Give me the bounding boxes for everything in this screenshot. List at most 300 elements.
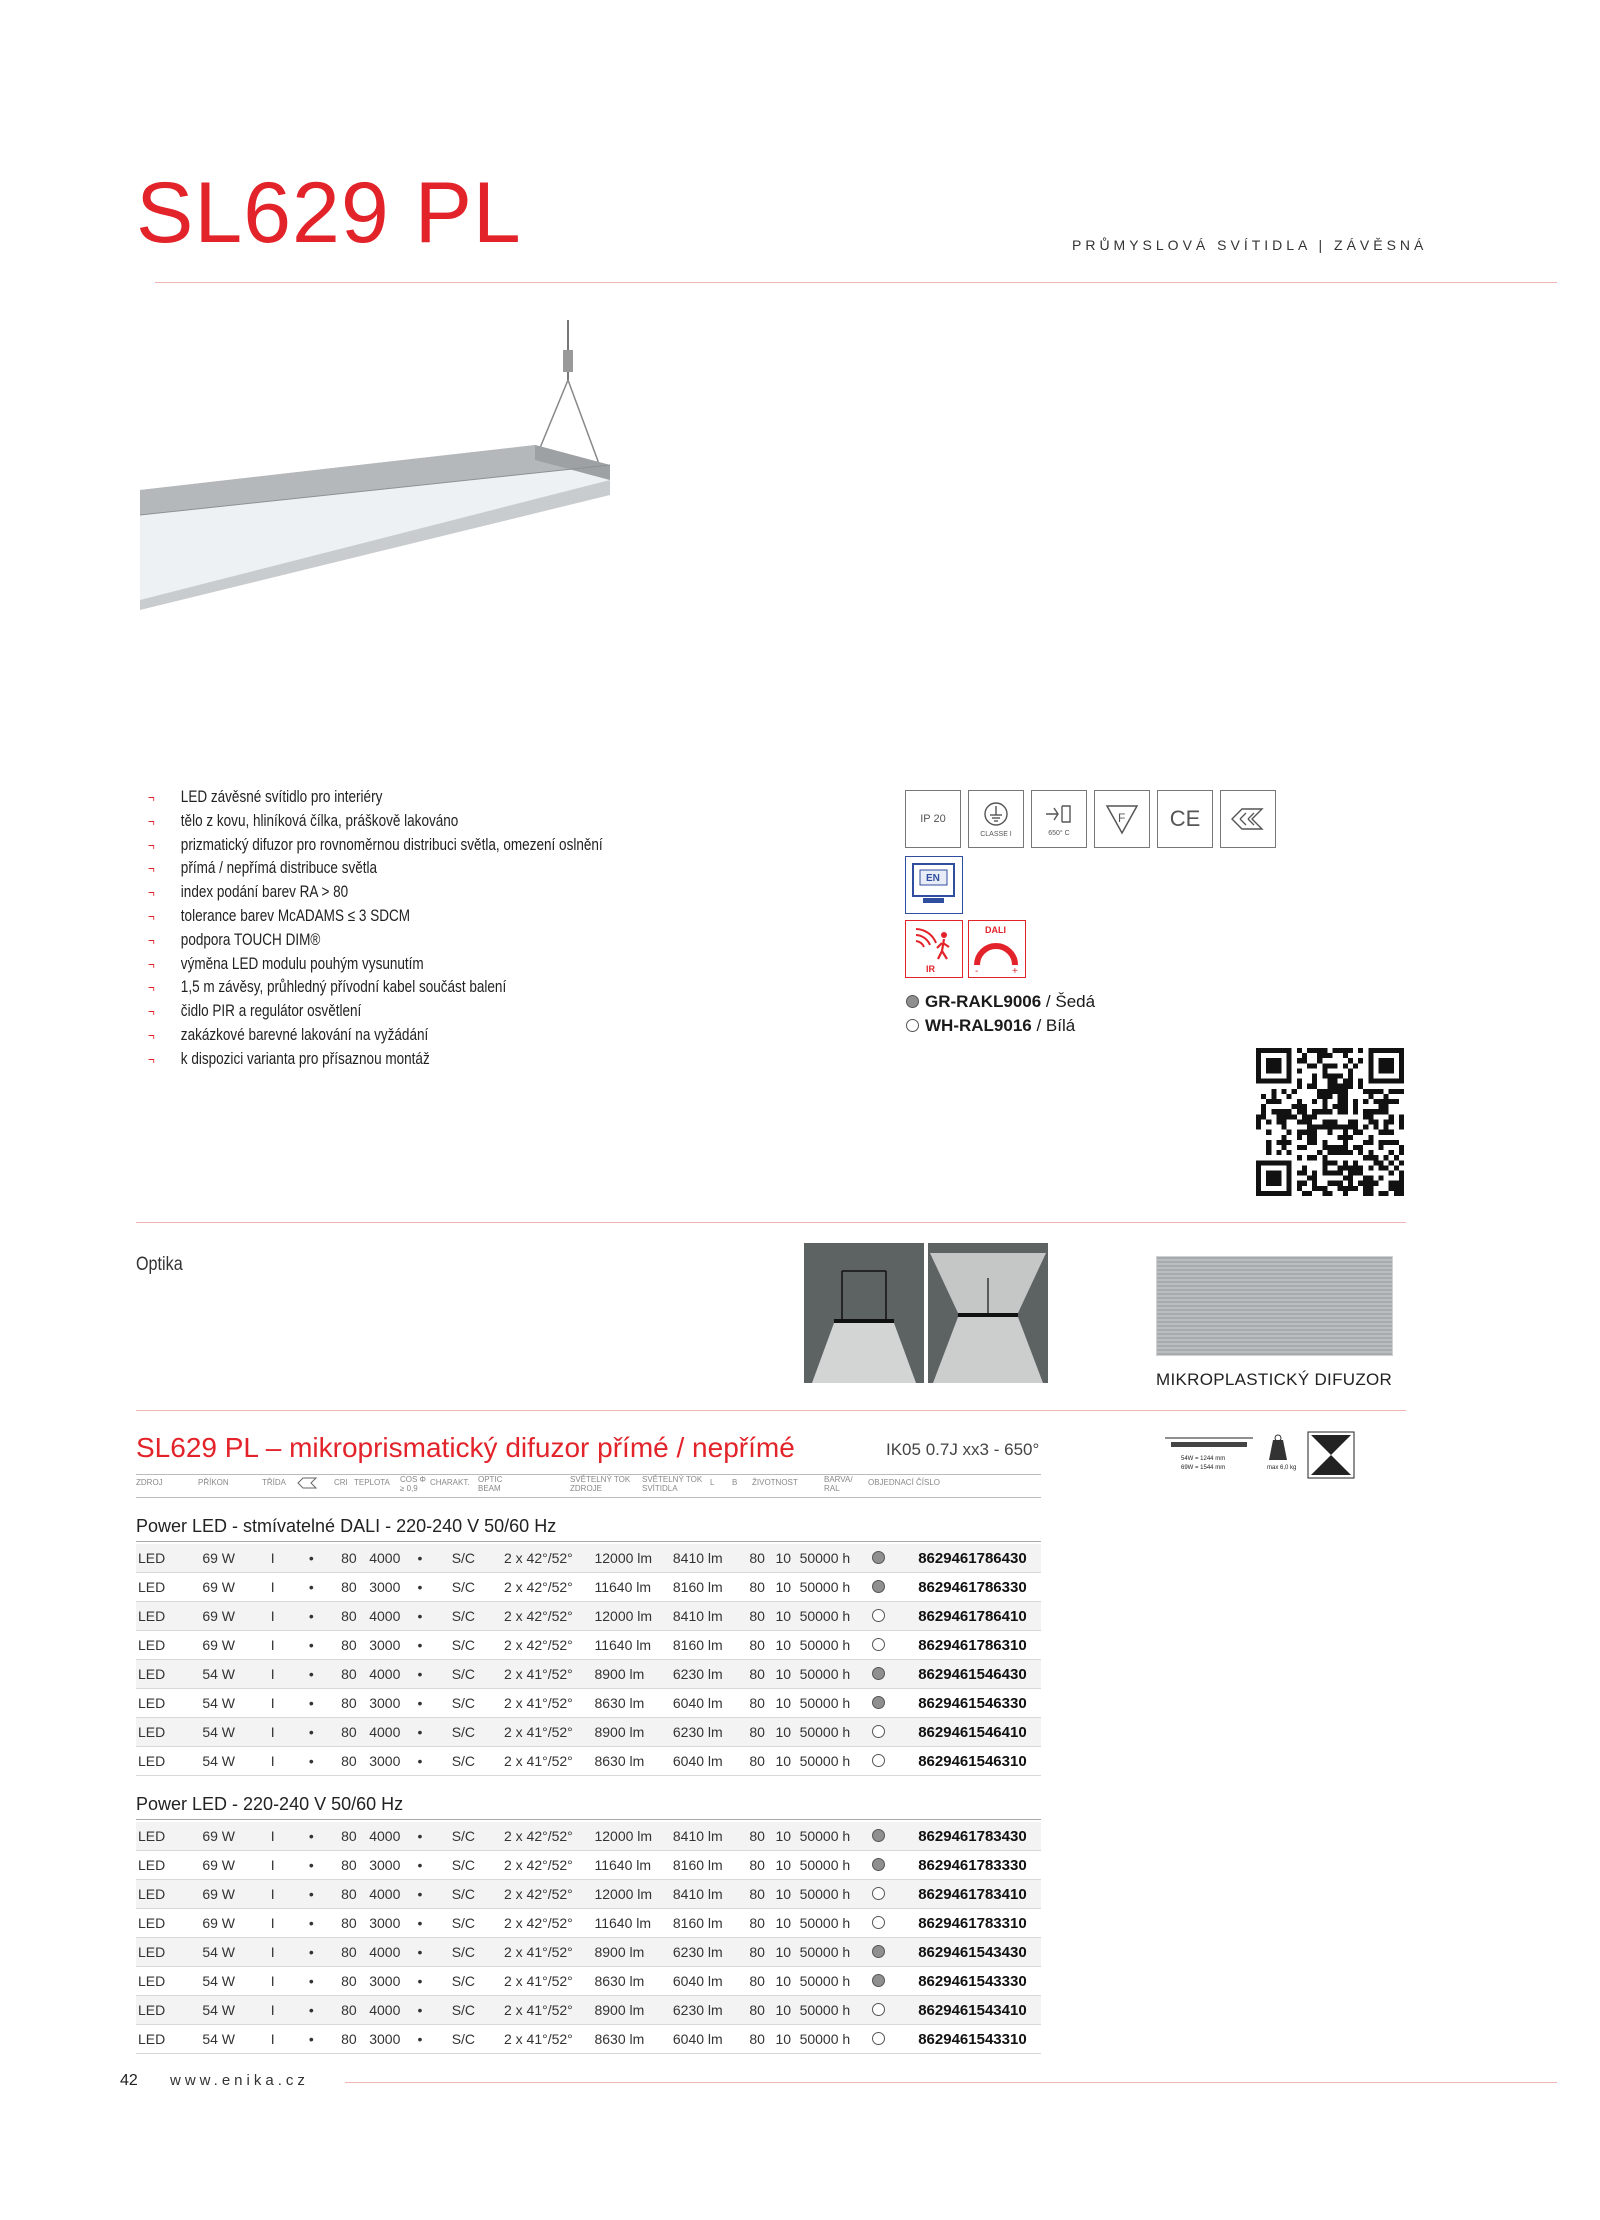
cell-trida: I [269,1938,307,1967]
earth-ground-icon [983,801,1009,827]
cell-tok-svitidla: 8160 lm [671,1573,747,1602]
dimensions-weight-icon [1163,1430,1358,1482]
white-dot-icon [872,1754,885,1767]
col-b: B [732,1478,738,1487]
cell-cri: 80 [339,1822,367,1851]
cell-charakt: S/C [450,1660,502,1689]
dali-dimming-icon [968,920,1026,978]
cell-charakt: S/C [450,1909,502,1938]
cell-tok-svitidla: 6040 lm [671,1967,747,1996]
color-dot-icon [870,1660,916,1689]
cell-trida: I [269,1573,307,1602]
cell-teplota: 4000 [367,1544,415,1573]
cell-cri: 80 [339,1573,367,1602]
cell-tok-svitidla: 8410 lm [671,1880,747,1909]
cell-teplota: 3000 [367,1909,415,1938]
table-row [136,1660,1041,1689]
color-dot-icon [870,1718,916,1747]
table-row [136,1909,1041,1938]
f-letter: F [1118,811,1126,825]
bullet-marker: ¬ [148,955,155,972]
cell-prikon: 69 W [200,1909,268,1938]
cell-tok-svitidla: 8410 lm [671,1544,747,1573]
grey-dot-icon [872,1945,885,1958]
cell-teplota: 3000 [367,1573,415,1602]
color-option-white [906,1014,1095,1038]
cell-zivotnost: 50000 h [798,1967,870,1996]
cell-zdroj: LED [136,1573,200,1602]
cell-dot2: • [416,1573,450,1602]
grey-dot-icon [872,1580,885,1593]
cell-obj: 8629461786310 [916,1631,1041,1660]
cell-charakt: S/C [450,1851,502,1880]
col-charakt: CHARAKT. [430,1478,470,1487]
color-dot-icon [870,1747,916,1776]
cell-zivotnost: 50000 h [798,1880,870,1909]
white-swatch-icon [906,1019,919,1032]
cell-zivotnost: 50000 h [798,1996,870,2025]
group-rule [136,1541,1041,1542]
table-row [136,1689,1041,1718]
cell-dot1: • [307,1660,339,1689]
cell-cri: 80 [339,1996,367,2025]
cell-zdroj: LED [136,1967,200,1996]
col-tok-svitidla: SVĚTELNÝ TOK SVÍTIDLA [642,1475,703,1493]
grey-dot-icon [872,1974,885,1987]
cell-optic: 2 x 42°/52° [502,1822,593,1851]
cell-dot1: • [307,1909,339,1938]
cell-tok-svitidla: 6230 lm [671,1660,747,1689]
cell-l: 80 [747,1660,773,1689]
bullet-marker: ¬ [148,1050,155,1067]
cell-obj: 8629461543330 [916,1967,1041,1996]
cell-cri: 80 [339,1909,367,1938]
color-name: / Bílá [1031,1016,1076,1035]
table-row [136,1851,1041,1880]
cell-tok-zdroj: 8630 lm [592,1747,670,1776]
feature-text: čidlo PIR a regulátor osvětlení [180,1002,362,1021]
cell-dot2: • [416,1689,450,1718]
cell-charakt: S/C [450,1718,502,1747]
cell-l: 80 [747,1938,773,1967]
cell-trida: I [269,1689,307,1718]
cell-b: 10 [773,1544,797,1573]
cell-trida: I [269,1718,307,1747]
header-divider [155,282,1557,283]
cell-b: 10 [773,1880,797,1909]
cell-zivotnost: 50000 h [798,1602,870,1631]
cell-dot2: • [416,1938,450,1967]
color-option-grey [906,990,1095,1014]
cell-tok-svitidla: 8410 lm [671,1822,747,1851]
cell-zdroj: LED [136,1660,200,1689]
table-row [136,1631,1041,1660]
optics-label: Optika [136,1254,183,1275]
cell-tok-zdroj: 11640 lm [592,1631,670,1660]
cell-dot1: • [307,1967,339,1996]
cell-dot1: • [307,1938,339,1967]
cell-l: 80 [747,1718,773,1747]
color-code: GR-RAKL9006 [925,992,1042,1011]
cell-b: 10 [773,1967,797,1996]
table-row [136,1602,1041,1631]
feature-text: k dispozici varianta pro přísaznou montáž [180,1049,430,1068]
ce-mark-icon [1157,790,1213,848]
feature-text: výměna LED modulu pouhým vysunutím [180,954,424,973]
cell-cri: 80 [339,1747,367,1776]
ip20-icon [905,790,961,848]
cell-teplota: 3000 [367,1747,415,1776]
ik-rating: IK05 0.7J xx3 - 650° [886,1440,1040,1459]
cell-dot2: • [416,1660,450,1689]
cell-tok-zdroj: 8900 lm [592,1996,670,2025]
cell-teplota: 4000 [367,1602,415,1631]
cell-charakt: S/C [450,1573,502,1602]
feature-item [148,953,624,977]
cell-b: 10 [773,1602,797,1631]
cell-l: 80 [747,1747,773,1776]
feature-text: LED závěsné svítidlo pro interiéry [180,788,383,806]
cell-dot2: • [416,1880,450,1909]
ce-letters: CE [1169,806,1201,831]
cell-charakt: S/C [450,1631,502,1660]
cell-trida: I [269,1660,307,1689]
cell-l: 80 [747,1822,773,1851]
bullet-marker: ¬ [148,789,155,805]
length-54: 54W = 1244 mm [1181,1456,1226,1462]
white-dot-icon [872,1887,885,1900]
cell-obj: 8629461783330 [916,1851,1041,1880]
grey-dot-icon [872,1667,885,1680]
cell-dot1: • [307,1747,339,1776]
cell-optic: 2 x 42°/52° [502,1573,593,1602]
cell-cri: 80 [339,1544,367,1573]
table-row [136,1747,1041,1776]
cell-optic: 2 x 41°/52° [502,1747,593,1776]
cell-zdroj: LED [136,1909,200,1938]
cell-teplota: 4000 [367,1718,415,1747]
color-dot-icon [870,1909,916,1938]
enec-arrow-icon [1228,804,1268,834]
group-title-standard: Power LED - 220-240 V 50/60 Hz [136,1794,404,1814]
color-dot-icon [870,1631,916,1660]
bullet-marker: ¬ [148,836,155,853]
cell-trida: I [269,1544,307,1573]
feature-text: tělo z kovu, hliníková čílka, práškově lakováno [180,811,459,830]
product-table-standard [136,1822,1041,2054]
bullet-marker: ¬ [148,931,155,948]
cell-zdroj: LED [136,1631,200,1660]
color-dot-icon [870,1851,916,1880]
glow-temp: 650° C [1048,829,1070,837]
feature-text: index podání barev RA > 80 [180,883,349,902]
cell-dot1: • [307,1851,339,1880]
cell-obj: 8629461786430 [916,1544,1041,1573]
cell-prikon: 54 W [200,1938,268,1967]
cell-obj: 8629461543430 [916,1938,1041,1967]
table-row [136,1573,1041,1602]
cell-l: 80 [747,1689,773,1718]
cell-trida: I [269,1602,307,1631]
cell-obj: 8629461546330 [916,1689,1041,1718]
cell-optic: 2 x 42°/52° [502,1851,593,1880]
feature-item [148,1024,624,1048]
cell-prikon: 54 W [200,2025,268,2054]
cell-tok-zdroj: 11640 lm [592,1573,670,1602]
cell-charakt: S/C [450,1747,502,1776]
cell-cri: 80 [339,2025,367,2054]
table-row [136,1822,1041,1851]
cell-l: 80 [747,1544,773,1573]
cell-optic: 2 x 41°/52° [502,1689,593,1718]
cell-dot1: • [307,1689,339,1718]
table-row [136,2025,1041,2054]
cell-cri: 80 [339,1851,367,1880]
dali-text: DALI [985,925,1006,935]
cell-optic: 2 x 41°/52° [502,1938,593,1967]
cell-zivotnost: 50000 h [798,1573,870,1602]
cell-prikon: 54 W [200,1996,268,2025]
cell-zdroj: LED [136,1938,200,1967]
cell-obj: 8629461786330 [916,1573,1041,1602]
cell-optic: 2 x 42°/52° [502,1602,593,1631]
color-dot-icon [870,1996,916,2025]
cell-prikon: 54 W [200,1660,268,1689]
cell-zdroj: LED [136,1747,200,1776]
cell-obj: 8629461543410 [916,1996,1041,2025]
cell-zivotnost: 50000 h [798,1544,870,1573]
color-name: / Šedá [1041,992,1096,1011]
cell-charakt: S/C [450,1938,502,1967]
cell-dot2: • [416,1747,450,1776]
feature-text: podpora TOUCH DIM® [180,930,321,949]
cell-prikon: 69 W [200,1544,268,1573]
cell-optic: 2 x 41°/52° [502,1718,593,1747]
bullet-marker: ¬ [148,860,155,877]
f-triangle-icon [1104,802,1140,836]
cell-b: 10 [773,1851,797,1880]
enec-mini-icon [296,1475,318,1493]
color-dot-icon [870,1880,916,1909]
col-l: L [710,1478,715,1487]
feature-text: přímá / nepřímá distribuce světla [180,859,378,878]
length-69: 69W = 1544 mm [1181,1465,1226,1471]
cell-l: 80 [747,1851,773,1880]
cell-optic: 2 x 41°/52° [502,1967,593,1996]
grey-swatch-icon [906,995,919,1008]
cell-tok-svitidla: 8160 lm [671,1631,747,1660]
feature-item [148,905,624,929]
cell-zdroj: LED [136,1602,200,1631]
color-dot-icon [870,1689,916,1718]
microprismatic-diffuser-image [1156,1256,1393,1356]
website-link[interactable]: www.enika.cz [170,2072,309,2089]
cell-zivotnost: 50000 h [798,1689,870,1718]
cell-tok-zdroj: 8630 lm [592,2025,670,2054]
color-code: WH-RAL9016 [925,1016,1032,1035]
feature-text: prizmatický difuzor pro rovnoměrnou distribuci světla, omezení oslnění [180,835,603,854]
optics-top-divider [136,1222,1406,1223]
cell-prikon: 69 W [200,1880,268,1909]
cell-zdroj: LED [136,1718,200,1747]
cell-tok-zdroj: 8900 lm [592,1718,670,1747]
cell-tok-zdroj: 8630 lm [592,1967,670,1996]
cell-b: 10 [773,2025,797,2054]
cell-obj: 8629461783430 [916,1822,1041,1851]
cell-dot2: • [416,1718,450,1747]
cell-zivotnost: 50000 h [798,2025,870,2054]
cell-tok-zdroj: 11640 lm [592,1851,670,1880]
bullet-marker: ¬ [148,812,155,829]
cell-dot2: • [416,1909,450,1938]
cell-b: 10 [773,1718,797,1747]
section-title: SL629 PL – mikroprismatický difuzor přímé / nepřímé [136,1432,795,1463]
cell-dot1: • [307,1822,339,1851]
bullet-marker: ¬ [148,884,155,901]
cell-trida: I [269,1909,307,1938]
feature-item [148,786,624,810]
feature-text: tolerance barev McADAMS ≤ 3 SDCM [180,906,411,925]
cell-zivotnost: 50000 h [798,1851,870,1880]
color-options [906,990,1095,1038]
weight: max 6,0 kg [1267,1465,1297,1471]
cell-tok-svitidla: 6040 lm [671,1747,747,1776]
grey-dot-icon [872,1551,885,1564]
cell-b: 10 [773,1996,797,2025]
energy-label-icon [905,856,963,914]
cell-zivotnost: 50000 h [798,1718,870,1747]
cell-zdroj: LED [136,1544,200,1573]
color-dot-icon [870,1602,916,1631]
page-number: 42 [120,2072,138,2089]
cell-dot2: • [416,1967,450,1996]
col-cri: CRI [334,1478,348,1487]
cell-teplota: 4000 [367,1880,415,1909]
cell-obj: 8629461786410 [916,1602,1041,1631]
en-text: EN [926,873,940,884]
bullet-marker: ¬ [148,1026,155,1043]
color-dot-icon [870,2025,916,2054]
cell-l: 80 [747,1909,773,1938]
table-header [136,1474,1041,1498]
feature-item [148,881,624,905]
cell-zdroj: LED [136,1851,200,1880]
white-dot-icon [872,2032,885,2045]
cell-optic: 2 x 42°/52° [502,1631,593,1660]
cell-charakt: S/C [450,1822,502,1851]
col-trida: TŘÍDA [262,1478,286,1487]
cell-l: 80 [747,1967,773,1996]
cell-tok-svitidla: 6040 lm [671,1689,747,1718]
feature-item [148,857,624,881]
group-rule [136,1819,1041,1820]
cell-prikon: 54 W [200,1967,268,1996]
cell-dot2: • [416,1544,450,1573]
cell-tok-zdroj: 8900 lm [592,1660,670,1689]
cell-trida: I [269,1967,307,1996]
bullet-marker: ¬ [148,979,155,996]
cell-zdroj: LED [136,2025,200,2054]
col-barva: BARVA/ RAL [824,1475,853,1493]
cell-dot2: • [416,1822,450,1851]
footer-divider [345,2082,1557,2083]
cell-b: 10 [773,1938,797,1967]
cell-tok-zdroj: 12000 lm [592,1880,670,1909]
cell-tok-zdroj: 11640 lm [592,1909,670,1938]
cell-cri: 80 [339,1660,367,1689]
cell-prikon: 69 W [200,1602,268,1631]
col-prikon: PŘÍKON [198,1478,229,1487]
table-row [136,1967,1041,1996]
cell-teplota: 3000 [367,1967,415,1996]
dali-minus: - [975,966,979,976]
cell-zivotnost: 50000 h [798,1822,870,1851]
cell-dot1: • [307,1631,339,1660]
cell-trida: I [269,2025,307,2054]
cell-b: 10 [773,1631,797,1660]
table-row [136,1996,1041,2025]
cell-cri: 80 [339,1631,367,1660]
cell-dot2: • [416,1602,450,1631]
cell-teplota: 4000 [367,1822,415,1851]
ir-text: IR [926,964,935,974]
table-row [136,1880,1041,1909]
cell-dot1: • [307,1718,339,1747]
cell-prikon: 69 W [200,1573,268,1602]
pir-sensor-icon [905,920,963,978]
cell-l: 80 [747,1996,773,2025]
cell-cri: 80 [339,1602,367,1631]
cell-cri: 80 [339,1689,367,1718]
cell-trida: I [269,1996,307,2025]
table-row [136,1544,1041,1573]
color-dot-icon [870,1938,916,1967]
cell-charakt: S/C [450,1602,502,1631]
table-row [136,1938,1041,1967]
cell-charakt: S/C [450,2025,502,2054]
cell-charakt: S/C [450,1689,502,1718]
cell-obj: 8629461546310 [916,1747,1041,1776]
cell-dot2: • [416,2025,450,2054]
cell-trida: I [269,1822,307,1851]
bullet-marker: ¬ [148,1003,155,1020]
color-dot-icon [870,1967,916,1996]
color-dot-icon [870,1544,916,1573]
color-dot-icon [870,1573,916,1602]
cell-prikon: 54 W [200,1718,268,1747]
cell-b: 10 [773,1573,797,1602]
cell-optic: 2 x 42°/52° [502,1880,593,1909]
cell-charakt: S/C [450,1996,502,2025]
dali-plus: + [1012,966,1018,976]
cell-tok-svitidla: 8410 lm [671,1602,747,1631]
cell-obj: 8629461546430 [916,1660,1041,1689]
cell-l: 80 [747,1573,773,1602]
protection-class-icon [968,790,1024,848]
cell-b: 10 [773,1660,797,1689]
enec-mark-icon [1220,790,1276,848]
cell-dot2: • [416,1851,450,1880]
cell-l: 80 [747,2025,773,2054]
bullet-marker: ¬ [148,907,155,924]
cell-b: 10 [773,1689,797,1718]
cell-tok-svitidla: 6040 lm [671,2025,747,2054]
cell-optic: 2 x 41°/52° [502,2025,593,2054]
qr-code[interactable] [1256,1048,1404,1196]
cell-zdroj: LED [136,1996,200,2025]
white-dot-icon [872,1638,885,1651]
cell-b: 10 [773,1909,797,1938]
